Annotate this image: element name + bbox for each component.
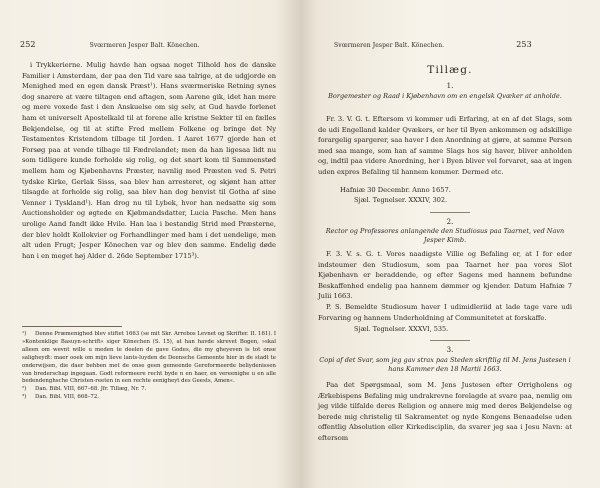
right-header: [334, 40, 532, 49]
section-2-title: Rector og Professores anlangende den Studiosus paa Taarnet, ved Navn Jesper Kimb.: [325, 227, 565, 244]
appendix-heading: Tillæg.: [427, 64, 473, 76]
section-2-signature: Sjæl. Tegnelser. XXXVI, 535.: [354, 325, 449, 333]
page-number-left: 252: [20, 40, 36, 49]
section-2-number: 2.: [446, 218, 454, 226]
footnote-1: ¹) Denne Præmenighed blev stiftet 1663 (se mit Skr. Arrebos Levnet og Skrifter. II. 161). I »Kontenklige Basuyn-schrift« siger Könechen (S. 15), at han havde skrevet Bogen, »skal alleen om wevnt wille u meden te deelen de gave Godes, die my gheyeven is tot onse saligheydt: maer ooek om mijn lieve lants-luyden de Deensche Gemeente hier in de stadt te onderwijsen, die daer behben met de onse geen gemeende Gereformeerde beliydenissen van brederschap ingegaan. Godt reformeere recht byde n en haer, en vereenighe u en alle bedendenghsche Christen-reeten in een rechte eenigheyt des Geests, Amen«.: [22, 331, 276, 385]
section-3-body: Paa det Spørgsmaal, som M. Jens Justesen efter Orrigholens og Ærkebispens Befaling mig undrakrevne forelagde at svare paa, nemlig om jeg vilde tilfalde deres Religion og annere mig med deres Bekjendelse og beredе mig christelig til Sakramentet og nyde Kongens Benaadelse uden offentlig Absolution eller Kirkedisciplin, da svarer jeg saa i Jesu Navn: at eftersom: [318, 381, 572, 442]
running-head-right: Svœrmeren Jesper Balt. Könechen.: [334, 42, 445, 49]
page-number-right: 253: [516, 40, 532, 49]
section-2-ps: P. S. Bemeldte Studiosum haver I udimidleriid at lade tage vare udi Forvaring og hannem Underholdning af Communitetet at forskaffe.: [318, 303, 572, 322]
section-divider-1: [430, 212, 470, 213]
section-divider-2: [430, 340, 470, 341]
section-3-number: 3.: [446, 346, 454, 354]
footnote-2: ²) Dan. Bibl. VIII, 667–68. Jfr. Tillæg, Nr. 7.: [22, 386, 147, 393]
section-1-body: Fr. 3. V. G. t. Eftersom vi kommer udi Erfaring, at en af det Slags, som de udi Engelland kalder Qvækers, er her til Byen ankommen og adskillige forargelig spargerer, saa haver I den Anordning at gjøre, at samme Person med saa mange, som han af samme Slags hos sig haver, bliver anholden og, indtil paa videre Anordning, her i Byen bliver vel forvaret, saa at ingen uden expres Befaling til hannem kommer. Dermed etc.: [318, 115, 572, 176]
running-head-left: Svœrmeren Jesper Balt. Könechen.: [89, 42, 200, 49]
section-1-signature: Sjæl. Tegnelser. XXXIV, 302.: [354, 196, 448, 204]
footnotes: [22, 331, 276, 402]
section-1-title: Borgemester og Raad i Kjøbenhavn om en engelsk Qvæker at anholde.: [328, 92, 562, 100]
section-2-body: F. 3. V. s. G. t. Vores naadigste Villie og Befaling er, at I for eder indsteumer den Studiosum, som paa Taarnet her paa vores Slot Kjøbenhavn er beraddende, og efter Sagens med hannem befundne Beskaffenhed endelig paa hannem dømmer og kjender. Datum Hafniæ 7 Julii 1663.: [318, 250, 572, 301]
section-1-date: Hafniæ 30 Decembr. Anno 1657.: [340, 186, 451, 194]
footnote-3: ³) Dan. Bibl. VIII, 668–72.: [22, 394, 99, 401]
section-3-title: Copi af det Svar, som jeg gav strax paa Steden skriftlig til M. Jens Justesen i hans Kammer den 18 Martii 1663.: [319, 356, 571, 373]
footnote-rule: [22, 326, 122, 327]
main-paragraph: i Trykkerierne. Mulig havde han ogsaa noget Tilhold hos de danske Familier i Amsterdam, der paa den Tid vare saa talrige, at de udgjorde en Menighed med en egen dansk Præst¹). Hans sværmeriske Retning synes dog snarere at være tiltagen end aftagen, som Aarene gik, idet han mere og mere voxede fast i den Anskuelse om sig selv, at Gud havde forlenet ham et universelt Apostelkald til at forene alle kristne Sekter til en fælles Bekjendelse, og til at stifte Fred mellem Folkene og bringe det Ny Testamentes Kristendom tilbage til Jorden. I Aaret 1677 gjorde han et Forsøg paa at vende tilbage til Fædrelandet; men da han ligesaa lidt nu som tidligere kunde forholde sig rolig, og det snart kom til Sammenstød mellem ham og Kjøbenhavns Præster, navnlig med Præsten ved S. Petri tydske Kirke, Gerlak Sisss, saa blev han arresteret, og skjønt han atter tilsagde at forholde sig rolig, saa blev han dog henvist til Gotha af sine Venner i Tyskland¹). Han drog nu til Lybek, hvor han nedsatte sig som Auctionsholder og øgtede en Kjøbmandsdatter, Lucia Pasche. Men hans urolige Aand fandt ikke Hvile. Han laa i bestandig Strid med Præsterne, der blev holdt Kollokvier og Forhandlinger med ham i det uendelige, men alt uden Frugt; Jesper Könechen var og blev den samme. Endelig døde han i en meget høj Alder d. 26de September 1715³).: [22, 61, 276, 260]
left-header: [20, 40, 200, 49]
section-1-number: 1.: [446, 82, 454, 90]
